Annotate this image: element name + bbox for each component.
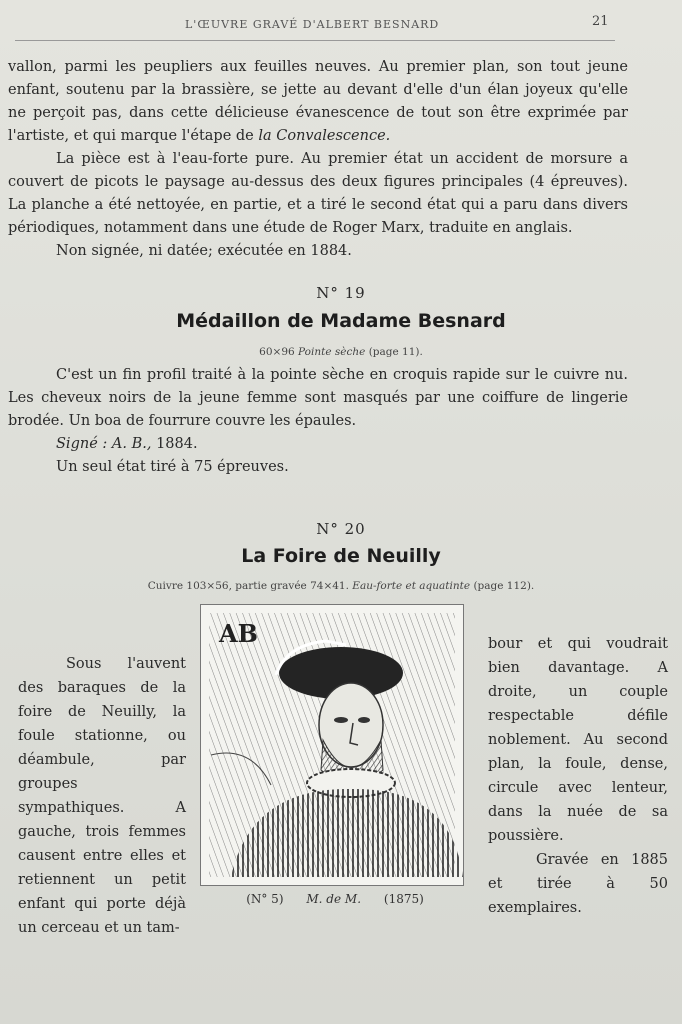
entry-20-left-column: Sous l'auvent des baraques de la foire de Neuilly, la foule stationne, ou déambule, par groupes sympathiques. A gauche, trois femmes causent entre elles et retiennent un petit enfant qui porte déjà un cerceau et un tam- (18, 656, 186, 936)
entry-19-meta: 60×96 Pointe sèche (page 11). (259, 346, 423, 358)
entry-20-title: La Foire de Neuilly (241, 545, 441, 567)
top-section (8, 56, 628, 263)
etching-plate-portrait (200, 604, 464, 886)
work-title-convalescence: la Convalescence. (258, 128, 391, 144)
header-rule (15, 40, 615, 41)
entry-19-body (8, 364, 628, 479)
entry-20-right-column: bour et qui voudrait bien davantage. A droite, un couple respectable défile noblement. Au second plan, la foule, dense, circule avec lenteur, dans la nuée de sa poussière. Gravée en 1885 et tirée à 50 exemplaires. (488, 636, 668, 916)
paragraph-convalescence: vallon, parmi les peupliers aux feuilles neuves. Au premier plan, son tout jeune enfant, soutenu par la brassière, se jette au devant d'elle d'un élan joyeux qu'elle ne perçoit pas, dans cette délicieuse évanescence de tout son être exprimée par l'artiste, et qui marque l'étape de la Convalescence. (8, 59, 628, 144)
page-number: 21 (592, 14, 609, 29)
paragraph-states: La pièce est à l'eau-forte pure. Au premier état un accident de morsure a couvert de picots le paysage au-dessus des deux figures principales (4 épreuves). La planche a été nettoyée, en partie, et a tiré le second état qui a paru dans divers périodiques, notamment dans une étude de Roger Marx, traduite en anglais. (8, 151, 628, 236)
entry-19-number: N° 19 (316, 284, 366, 302)
entry-20-meta: Cuivre 103×56, partie gravée 74×41. Eau-forte et aquatinte (page 112). (147, 580, 535, 592)
paragraph-date: Non signée, ni datée; exécutée en 1884. (56, 243, 352, 259)
plate-caption: (N° 5) M. de M. (1875) (246, 892, 424, 906)
entry-20-number: N° 20 (316, 520, 366, 538)
entry-19-edition: Un seul état tiré à 75 épreuves. (56, 459, 289, 475)
running-title: L'ŒUVRE GRAVÉ D'ALBERT BESNARD (185, 18, 440, 31)
artist-monogram: AB (219, 619, 258, 648)
entry-19-description: C'est un fin profil traité à la pointe sèche en croquis rapide sur le cuivre nu. Les cheveux noirs de la jeune femme sont masqués par une coiffure de lingerie brodée. Un boa de fourrure couvre les épaules. (8, 367, 628, 429)
entry-19-title: Médaillon de Madame Besnard (176, 310, 506, 332)
entry-19-signature: Signé : A. B., 1884. (56, 436, 198, 452)
